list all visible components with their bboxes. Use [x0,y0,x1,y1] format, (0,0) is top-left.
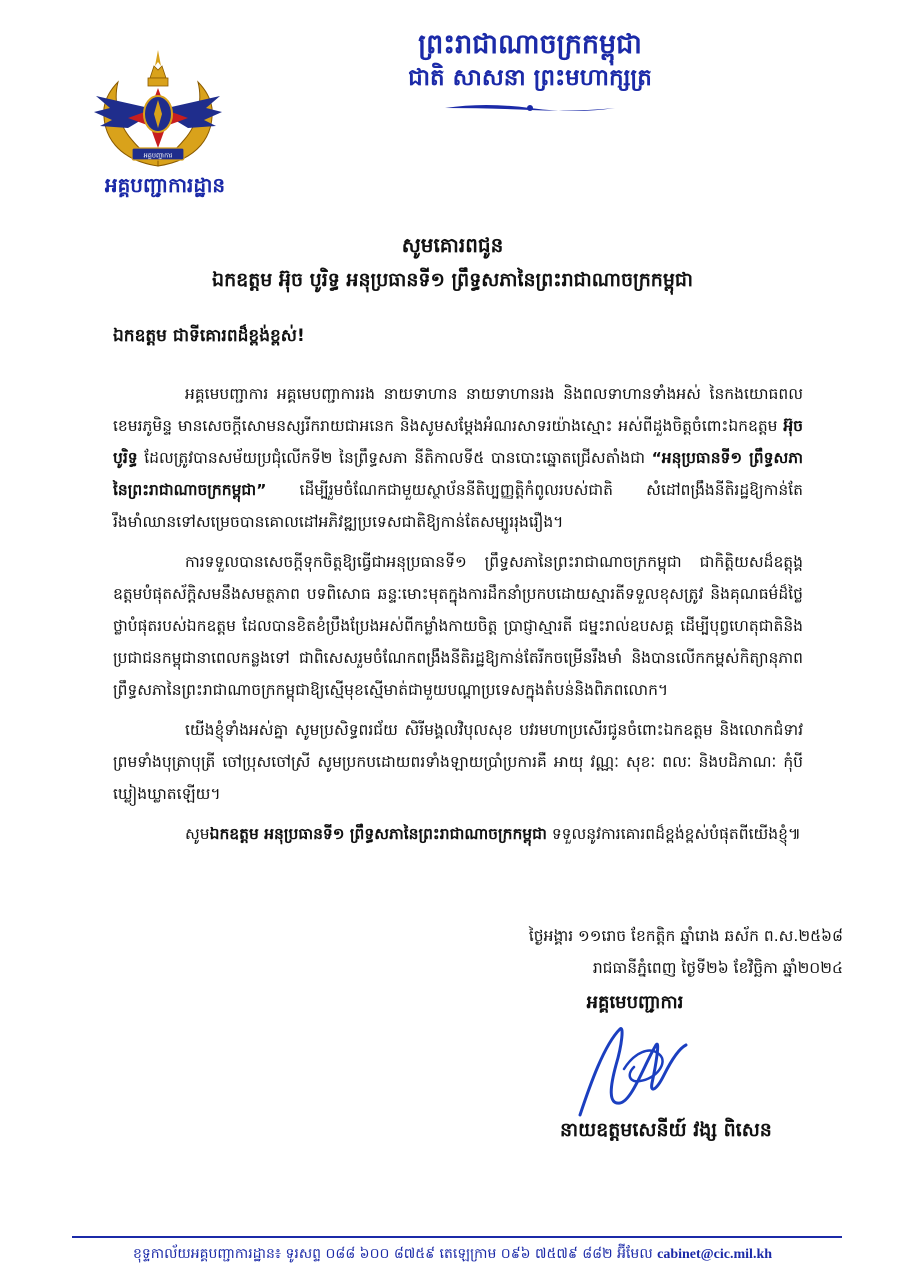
letter-body [113,378,803,858]
signatory-name: នាយឧត្តមសេនីយ៍ វង្ស ពិសេន [560,1119,772,1141]
salutation: ឯកឧត្តម ជាទីគោរពដ៏ខ្ពង់ខ្ពស់! [113,326,305,346]
ornament-divider-icon [445,100,615,116]
footer-contact-text: ខុទ្ទកាល័យអគ្គបញ្ជាការដ្ឋាន៖ ទូរសព្ទ ០៨៨ ៦០០ ៨៧៥៩ តេឡេក្រាម ០៩៦ ៧៥៧៩ ៨៨២ អ៊ីមែល [132,1246,658,1262]
respect-line: សូមគោរពជូន [401,233,504,257]
paragraph-3: យើងខ្ញុំទាំងអស់គ្នា សូមប្រសិទ្ធពរជ័យ សិរីមង្គលវិបុលសុខ បវរមហាប្រសើរជូនចំពោះឯកឧត្តម និងលោកជំទាវ ព្រមទាំងបុត្រាបុត្រី ចៅប្រុសចៅស្រី សូមប្រកបដោយពរទាំងឡាយប្រាំប្រការគឺ អាយុ វណ្ណៈ សុខៈ ពលៈ និងបដិភាណៈ កុំបីឃ្លៀងឃ្លាតឡើយ។ [113,721,803,803]
handwritten-signature-icon [560,1005,700,1135]
organization-name: អគ្គបញ្ជាការដ្ឋាន [104,173,226,197]
lunar-date: ថ្ងៃអង្គារ ១១រោច ខែកត្តិក ឆ្នាំរោង ឆស័ក ព.ស.២៥៦៨ [528,927,843,945]
footer-email: cabinet@cic.mil.kh [657,1247,773,1262]
emblem-ribbon-text: អគ្គបញ្ជាការ [143,151,173,160]
signatory-title: អគ្គមេបញ្ជាការ [586,992,684,1013]
footer-contact [0,1244,905,1265]
paragraph-2: ការទទួលបានសេចក្តីទុកចិត្តឱ្យធ្វើជាអនុប្រធានទី១ ព្រឹទ្ធសភានៃព្រះរាជាណាចក្រកម្ពុជា ជាកិត្តិយសដ៏ឧត្តុង្គឧត្តមបំផុតស័ក្តិសមនឹងសមត្ថភាព បទពិសោធ ឆន្ទៈមោះមុតក្នុងការដឹកនាំប្រកបដោយស្មារតីទទួលខុសត្រូវ និងគុណធម៌ដ៏ថ្លៃថ្លាបំផុតរបស់ឯកឧត្តម ដែលបានខិតខំប្រឹងប្រែងអស់ពីកម្លាំងកាយចិត្ត ប្រាជ្ញាស្មារតី ជម្នះរាល់ឧបសគ្គ ដើម្បីបុព្វហេតុជាតិនិងប្រជាជនកម្ពុជានាពេលកន្លងទៅ ជាពិសេសរួមចំណែកពង្រឹងនីតិរដ្ឋឱ្យកាន់តែរីកចម្រើនរឹងមាំ និងបានលើកកម្ពស់កិត្យានុភាពព្រឹទ្ធសភានៃព្រះរាជាណាចក្រកម្ពុជាឱ្យស្មើមុខស្មើមាត់ជាមួយបណ្តាប្រទេសក្នុងតំបន់និងពិភពលោក។ [113,553,803,699]
paragraph-1: អគ្គមេបញ្ជាការ អគ្គមេបញ្ជាការរង នាយទាហាន នាយទាហានរង និងពលទាហានទាំងអស់ នៃកងយោធពលខេមរភូមិន្ទ មានសេចក្តីសោមនស្សរីករាយជាអនេក និងសូមសម្តែងអំណរសាទរយ៉ាងស្មោះ អស់ពីដួងចិត្តចំពោះឯកឧត្តម អ៊ុច បូរិទ្ធ ដែលត្រូវបានសម័យប្រជុំលើកទី២ នៃព្រឹទ្ធសភា នីតិកាលទី៥ បានបោះឆ្នោតជ្រើសតាំងជា “អនុប្រធានទី១ ព្រឹទ្ធសភានៃព្រះរាជាណាចក្រកម្ពុជា” ដើម្បីរួមចំណែកជាមួយស្ថាប័ននីតិប្បញ្ញត្តិកំពូលរបស់ជាតិ សំដៅពង្រឹងនីតិរដ្ឋឱ្យកាន់តែរឹងមាំឈានទៅសម្រេចបានគោលដៅអភិវឌ្ឍប្រទេសជាតិឱ្យកាន់តែសម្បូររុងរឿង។ [113,385,803,531]
place-and-date: រាជធានីភ្នំពេញ ថ្ងៃទី២៦ ខែវិច្ឆិកា ឆ្នាំ២០២៤ [592,959,843,977]
military-emblem-icon [88,48,228,173]
kingdom-title: ព្រះរាជាណាចក្រកម្ពុជា [418,29,642,60]
national-motto: ជាតិ សាសនា ព្រះមហាក្សត្រ [408,65,652,91]
recipient-name: ឯកឧត្តម អ៊ុច បូរិទ្ធ អនុប្រធានទី១ ព្រឹទ្ធសភានៃព្រះរាជាណាចក្រកម្ពុជា [212,269,693,291]
footer-divider [72,1236,842,1238]
paragraph-4: សូមឯកឧត្តម អនុប្រធានទី១ ព្រឹទ្ធសភានៃព្រះរាជាណាចក្រកម្ពុជា ទទួលនូវការគោរពដ៏ខ្ពង់ខ្ពស់បំផុតពីយើងខ្ញុំ៕ [185,825,801,843]
